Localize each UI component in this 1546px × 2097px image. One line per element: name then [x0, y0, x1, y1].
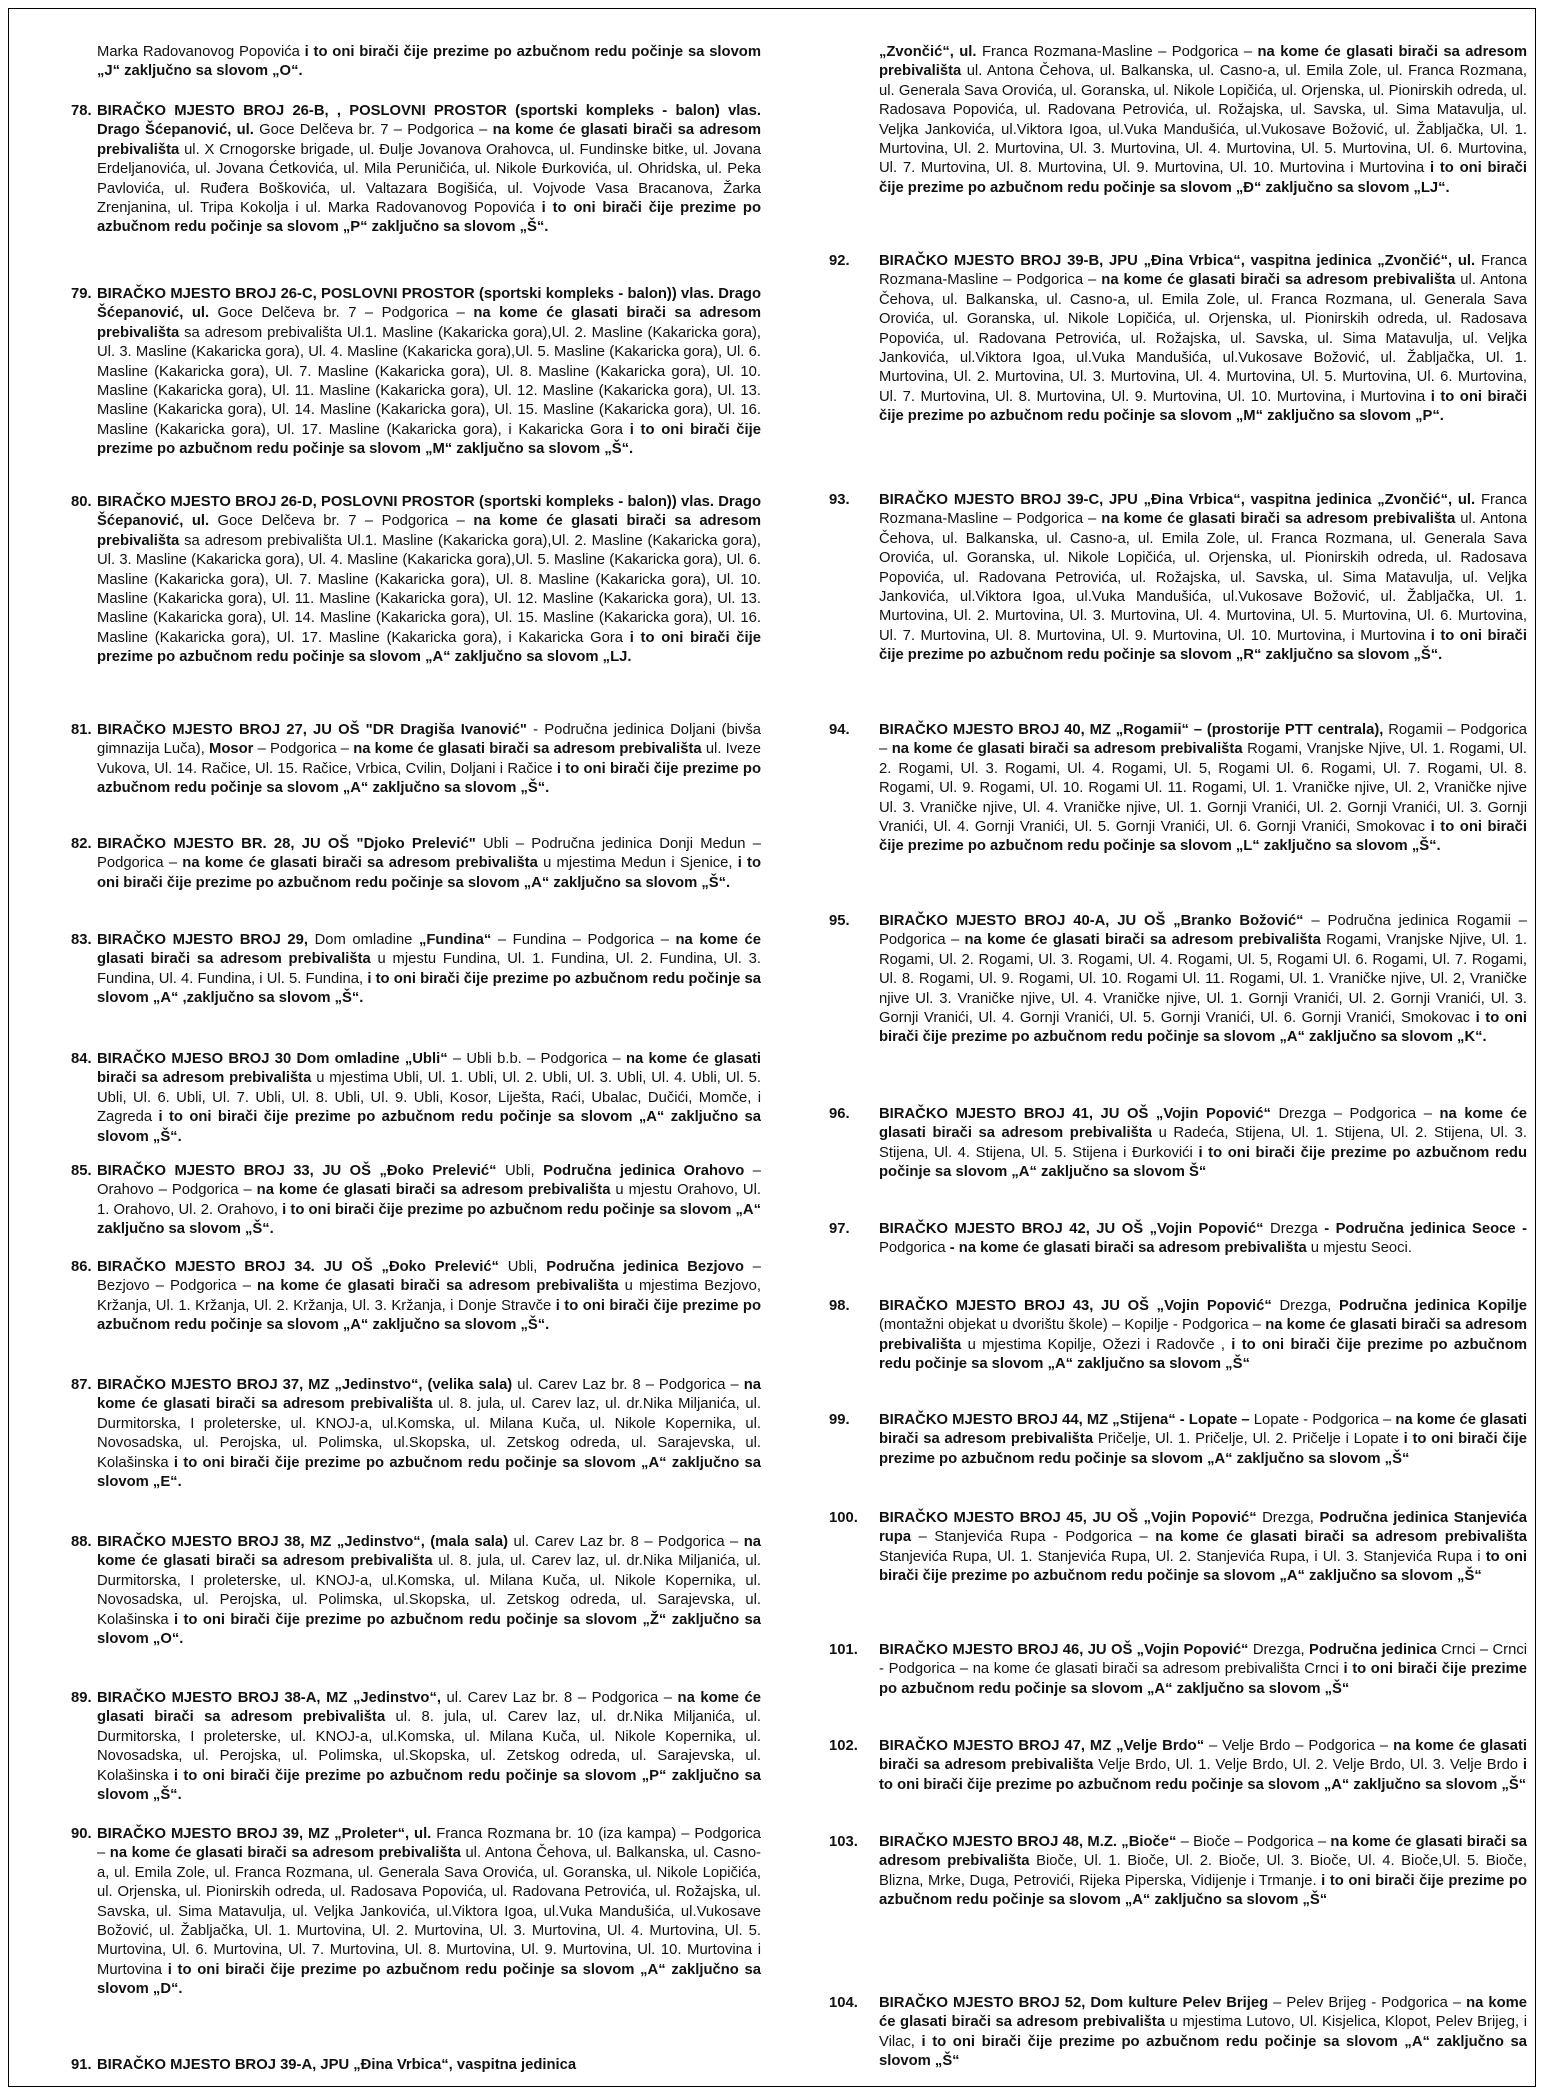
entry-text-bold: Područna jedinica Stanjevića rupa — [879, 1510, 1528, 1546]
entry-text — [879, 1509, 1535, 1587]
entry-text-bold: BIRAČKO MJESTO BROJ 26-B, , POSLOVNI PROSTOR (sportski kompleks - balon) vlas. Drago Šćepanović, ul. — [97, 103, 761, 139]
entry-text-bold: Područna jedinica Orahovo — [543, 1163, 753, 1179]
entry-text-bold: i to oni birači čije prezime po azbučnom redu počinje sa slovom „A“ ,zaključno sa slovom „Š“. — [97, 970, 761, 1007]
entry-text-bold: Područna jedinica Bezjovo — [546, 1259, 753, 1275]
entry-number: 86. — [71, 1259, 92, 1275]
entry-text — [97, 931, 769, 1009]
polling-station-entry — [779, 491, 1535, 666]
entry-text-regular: – Područna jedinica Rogamii – Podgorica – — [879, 913, 1527, 949]
entry-text — [879, 1833, 1535, 1911]
entry-text-bold: i to oni birači čije prezime po azbučnom redu počinje sa slovom „A“ zaključno sa slovom „D“. — [97, 1961, 761, 1998]
polling-station-entry — [779, 1509, 1535, 1587]
entry-text-bold: i to oni birači čije prezime po azbučnom redu počinje sa slovom „P“ zaključno sa slovom „Š“. — [97, 200, 762, 236]
entry-text-bold: BIRAČKO MJESTO BROJ 46, JU OŠ „Vojin Popović“ — [879, 1642, 1253, 1658]
entry-text-regular: u mjestima Bezjovo, Kržanja, Ul. 1. Kržanja, Ul. 2. Kržanja, Ul. 3. Kržanja, i Donje Stravče — [97, 1278, 761, 1314]
entry-text-bold: BIRAČKO MJESTO BROJ 38-A, MZ „Jedinstvo“, — [97, 1690, 447, 1706]
entry-text — [97, 1376, 769, 1492]
entry-text-regular: Dom omladine — [314, 932, 419, 948]
polling-station-entry — [9, 931, 769, 1009]
entry-text — [97, 102, 769, 238]
entry-text-bold: na kome će glasati birači sa adresom prebivališta — [97, 1690, 761, 1726]
polling-station-entry — [9, 1825, 769, 2000]
entry-text-regular: Stanjevića Rupa, Ul. 1. Stanjevića Rupa, Ul. 2. Stanjevića Rupa, i Ul. 3. Stanjevića Rupa i — [879, 1548, 1486, 1565]
entry-text — [879, 1411, 1535, 1469]
entry-number: 95. — [829, 913, 850, 929]
entry-text-bold: na kome će glasati birači sa adresom prebivališta — [1155, 1529, 1527, 1546]
entry-text-bold: BIRAČKO MJESTO BROJ 34. JU OŠ „Đoko Prelević“ — [97, 1259, 508, 1275]
entry-number: 100. — [829, 1510, 858, 1526]
entry-text-bold: i to oni birači čije prezime po azbučnom redu počinje sa slovom „P“ zaključno sa slovom „Š“. — [97, 1767, 761, 1804]
entry-text-bold: na kome će glasati birači sa adresom prebivališta — [97, 513, 762, 549]
entry-text — [879, 1220, 1535, 1259]
entry-text-regular: Ubli – Područna jedinica Donji Medun – Podgorica – — [97, 836, 761, 872]
entry-text-bold: BIRAČKO MJESTO BROJ 38, MZ „Jedinstvo“, (mala sala) — [97, 1534, 514, 1550]
entry-text-regular: u mjestima Kopilje, Ožezi i Radovče , — [967, 1336, 1232, 1353]
entry-text-bold: na kome će glasati birači sa adresom prebivališta — [257, 1278, 625, 1295]
polling-station-entry — [779, 1641, 1535, 1699]
entry-text-bold: BIRAČKO MJESO BROJ 30 Dom omladine „Ubli“ — [97, 1051, 453, 1067]
entry-text-bold: BIRAČKO MJESTO BROJ 37, MZ „Jedinstvo“, (velika sala) — [97, 1377, 518, 1393]
entry-text-regular: Franca Rozmana br. 10 (iza kampa) – Podgorica – — [97, 1826, 761, 1862]
entry-text-regular: – Bioče – Podgorica – — [1180, 1834, 1331, 1850]
entry-text-bold: na kome će glasati birači sa adresom prebivališta — [1101, 511, 1461, 528]
entry-text-bold: na kome će glasati birači sa adresom prebivališta — [1101, 272, 1461, 289]
entry-text-regular: ul. 8. jula, ul. Carev laz, ul. dr.Nika Miljanića, ul. Durmitorska, I proleterske, ul. KNOJ-a, ul.Komska, ul. Milana Kuča, ul. Nikole Kopernika, ul. Novosadska, ul. Perojska, ul. Polimska, ul.Skopska, ul. Zetskog odreda, ul. Sarajevska, ul. Kolašinska — [97, 1709, 762, 1784]
entry-text-bold: Područna jedinica — [1308, 1642, 1442, 1658]
entry-text-bold: BIRAČKO MJESTO BROJ 39-C, JPU „Đina Vrbica“, vaspitna jedinica „Zvončić“, ul. — [879, 492, 1481, 508]
entry-text-regular: ul. Antona Čehova, ul. Balkanska, ul. Casno-a, ul. Emila Zole, ul. Franca Rozmana, ul. Generala Sava Orovića, ul. Goranska, ul. Nikole Lopičića, ul. Orjenska, ul. Pionirskih odreda, ul. Radosava Popovića, ul. Radovana Petrovića, ul. Rožajska, ul. Savska, ul. Sima Matavulja, ul. Veljka Jankovića, ul.Viktora Igoa, ul.Vuka Mandušića, ul.Vukosave Božović, ul. Žabljačka, Ul. 1. Murtovina, Ul. 2. Murtovina, Ul. 3. Murtovina, Ul. 4. Murtovina, Ul. 5. Murtovina, Ul. 6. Murtovina, Ul. 7. Murtovina, Ul. 8. Murtovina, Ul. 9. Murtovina, Ul. 10. Murtovina i Murtovina — [879, 63, 1527, 177]
polling-station-entry — [9, 1376, 769, 1492]
entry-text-regular: – Fundina – Podgorica – — [497, 932, 676, 948]
entry-text-regular: Drezga – Podgorica – — [1278, 1106, 1440, 1122]
polling-station-entry — [9, 1162, 769, 1240]
entry-text-regular: Drezga, — [1252, 1642, 1309, 1658]
entry-text-bold: i to oni birači čije prezime po azbučnom redu počinje sa slovom „J“ zaključno sa slovom „O“. — [97, 44, 761, 80]
entry-text-bold: i to oni birači čije prezime po azbučnom redu počinje sa slovom „L“ zaključno sa slovom „Š“. — [879, 819, 1527, 855]
entry-text-regular: – Podgorica – — [257, 741, 354, 758]
entry-text-bold: BIRAČKO MJESTO BROJ 44, MZ „Stijena“ - Lopate – — [879, 1412, 1254, 1428]
entry-text-regular: Pričelje, Ul. 1. Pričelje, Ul. 2. Pričelje i Lopate — [1097, 1431, 1404, 1448]
entry-text-bold: na kome će glasati birači sa adresom prebivališta — [256, 1182, 616, 1199]
entry-text — [97, 1050, 769, 1147]
entry-text-regular: ul. Antona Čehova, ul. Balkanska, ul. Casno-a, ul. Emila Zole, ul. Franca Rozmana, ul. Generala Sava Orovića, ul. Goranska, ul. Nikole Lopičića, ul. Orjenska, ul. Pionirskih odreda, ul. Radosava Popovića, ul. Radovana Petrovića, ul. Rožajska, ul. Savska, ul. Sima Matavulja, ul. Veljka Jankovića, ul.Viktora Igoa, ul.Vuka Mandušića, ul.Vukosave Božović, ul. Žabljačka, Ul. 1. Murtovina, Ul. 2. Murtovina, Ul. 3. Murtovina, Ul. 4. Murtovina, Ul. 5. Murtovina, Ul. 6. Murtovina, Ul. 7. Murtovina, Ul. 8. Murtovina, Ul. 9. Murtovina, Ul. 10. Murtovina i Murtovina — [97, 1845, 761, 1978]
entry-number: 84. — [71, 1051, 92, 1067]
entry-text-regular: u mjestu Fundina, Ul. 1. Fundina, Ul. 2. Fundina, Ul. 3. Fundina, Ul. 4. Fundina, i Ul. 5. Fundina, — [97, 951, 761, 987]
entry-number: 82. — [71, 836, 92, 852]
entry-text-regular: – Bezjovo – Podgorica – — [97, 1259, 762, 1295]
polling-station-entry — [779, 912, 1535, 1048]
polling-station-entry — [779, 1833, 1535, 1911]
entry-text — [97, 1825, 769, 2000]
entry-text-bold: BIRAČKO MJESTO BROJ 41, JU OŠ „Vojin Popović“ — [879, 1106, 1279, 1122]
polling-station-entry — [9, 835, 769, 893]
polling-station-entry — [779, 1411, 1535, 1469]
entry-text — [97, 835, 769, 893]
entry-text-regular: Rogamii – Podgorica – — [879, 722, 1527, 758]
polling-station-entry — [9, 1533, 769, 1649]
entry-text-bold: na kome će glasati birači sa adresom prebivališta — [879, 44, 1527, 80]
entry-number: 104. — [829, 1995, 858, 2011]
entry-text-regular: ul. Iveze Vukova, Ul. 14. Račice, Ul. 15. Račice, Vrbica, Cvilin, Doljani i Račice — [97, 741, 761, 777]
entry-text-bold: i to oni birači čije prezime po azbučnom redu počinje sa slovom „A“ zaključno sa slovom „LJ. — [97, 629, 761, 666]
entry-text-regular: Lopate - Podgorica – — [1253, 1412, 1396, 1428]
entry-text-bold: na kome će glasati birači sa adresom prebivališta — [879, 1995, 1527, 2031]
entry-text-bold: BIRAČKO MJESTO BROJ 42, JU OŠ „Vojin Popović“ — [879, 1221, 1271, 1237]
entry-text-regular: ul. X Crnogorske brigade, ul. Đulje Jovanova Orahovca, ul. Fundinske bitke, ul. Jovana Erdeljanovića, ul. Jovana Ćetkovića, ul. Mila Peruničića, ul. Nikole Đurkovića, ul. Ohridska, ul. Peka Pavlovića, ul. Ruđera Boškovića, ul. Valtazara Bogišića, ul. Vojvode Vasa Bracanova, Žarka Zrenjanina, ul. Tripa Kokolja i ul. Marka Radovanovog Popovića — [97, 141, 762, 217]
entry-text-regular: Rogami, Vranjske Njive, Ul. 1. Rogami, Ul. 2. Rogami, Ul. 3. Rogami, Ul. 4. Rogami, Ul. 5, Rogami Ul. 6. Rogami, Ul. 7. Rogami, Ul. 8. Rogami, Ul. 9. Rogami, Ul. 10. Rogami Ul. 11. Rogami, Ul. 1. Vraničke njive, Ul. 2, Vraničke njive Ul. 3. Vraničke njive, Ul. 4. Vraničke njive, Ul. 1. Gornji Vranići, Ul. 2. Gornji Vranići, Ul. 3. Gornji Vranići, Ul. 4. Gornji Vranići, Ul. 5. Gornji Vranići, Ul. 6. Gornji Vranići, Smokovac — [879, 932, 1527, 1027]
entry-text — [97, 1533, 769, 1649]
entry-text-bold: BIRAČKO MJESTO BROJ 40-A, JU OŠ „Branko Božović“ — [879, 913, 1312, 929]
entry-text-bold: i to oni birači čije prezime po azbučnom redu počinje sa slovom „A“ zaključno sa slovom „Š“ — [879, 1757, 1527, 1793]
entry-number: 80. — [71, 494, 92, 510]
entry-text — [97, 493, 769, 668]
entry-text-bold: BIRAČKO MJESTO BROJ 29, — [97, 932, 315, 948]
entry-text-regular: u Radeća, Stijena, Ul. 1. Stijena, Ul. 2. Stijena, Ul. 3. Stijena, Ul. 4. Stijena, Ul. 5. Stijena i Đurkovići — [879, 1125, 1527, 1161]
entry-number: 89. — [71, 1690, 92, 1706]
entry-text-bold: i to oni birači čije prezime po azbučnom redu počinje sa slovom „M“ zaključno sa slovom „P“. — [879, 388, 1527, 425]
entry-text — [879, 1297, 1535, 1375]
entry-text — [879, 721, 1535, 857]
entry-text-bold: i to oni birači čije prezime po azbučnom redu počinje sa slovom „A“ zaključno sa slovom „Š“ — [879, 1661, 1528, 1697]
entry-text-regular: – Stanjevića Rupa - Podgorica – — [918, 1529, 1156, 1546]
entry-text-regular: – Pelev Brijeg - Podgorica – — [1273, 1995, 1467, 2011]
entry-text — [879, 491, 1535, 666]
entry-text — [97, 1162, 769, 1240]
entry-text-bold: na kome će glasati birači sa adresom prebivališta — [879, 1738, 1528, 1774]
entry-text-bold: BIRAČKO MJESTO BROJ 43, JU OŠ „Vojin Popović“ — [879, 1298, 1280, 1314]
entry-text-regular: sa adresom prebivališta Ul.1. Masline (Kakaricka gora),Ul. 2. Masline (Kakaricka gora), Ul. 3. Masline (Kakaricka gora), Ul. 4. Masline (Kakaricka gora),Ul. 5. Masline (Kakaricka gora), Ul. 6. Masline (Kakaricka gora), Ul. 7. Masline (Kakaricka gora), Ul. 8. Masline (Kakaricka gora), Ul. 10. Masline (Kakaricka gora), Ul. 11. Masline (Kakaricka gora), Ul. 12. Masline (Kakaricka gora), Ul. 13. Masline (Kakaricka gora), Ul. 14. Masline (Kakaricka gora), Ul. 15. Masline (Kakaricka gora), Ul. 16. Masline (Kakaricka gora), Ul. 17. Masline (Kakaricka gora), i Kakaricka Gora — [97, 532, 761, 646]
polling-station-entry — [779, 43, 1535, 198]
entry-text-bold: Područna jedinica Kopilje — [1338, 1298, 1527, 1314]
entry-text-bold: BIRAČKO MJESTO BROJ 39, MZ „Proleter“, ul. — [97, 1826, 437, 1842]
entry-text-regular: Franca Rozmana-Masline – Podgorica – — [981, 44, 1258, 60]
entry-text-bold: BIRAČKO MJESTO BROJ 40, MZ „Rogamii“ – (prostorije PTT centrala), — [879, 722, 1389, 738]
entry-text-bold: na kome će glasati birači sa adresom prebivališta — [97, 122, 762, 158]
entry-text-regular: Franca Rozmana-Masline – Podgorica – — [879, 492, 1527, 528]
entry-text-bold: na kome će glasati birači sa adresom prebivališta — [97, 305, 762, 341]
polling-station-entry — [779, 1737, 1535, 1795]
polling-station-entry — [779, 1220, 1535, 1259]
entry-text-regular: sa adresom prebivališta Ul.1. Masline (Kakaricka gora),Ul. 2. Masline (Kakaricka gora), Ul. 3. Masline (Kakaricka gora), Ul. 4. Masline (Kakaricka gora),Ul. 5. Masline (Kakaricka gora), Ul. 6. Masline (Kakaricka gora), Ul. 7. Masline (Kakaricka gora), Ul. 8. Masline (Kakaricka gora), Ul. 10. Masline (Kakaricka gora), Ul. 11. Masline (Kakaricka gora), Ul. 12. Masline (Kakaricka gora), Ul. 13. Masline (Kakaricka gora), Ul. 14. Masline (Kakaricka gora), Ul. 15. Masline (Kakaricka gora), Ul. 16. Masline (Kakaricka gora), Ul. 17. Masline (Kakaricka gora), i Kakaricka Gora — [97, 324, 761, 438]
polling-station-entry — [9, 721, 769, 799]
polling-station-entry — [779, 721, 1535, 857]
entry-text — [879, 43, 1535, 198]
entry-text-regular: Rogami, Vranjske Njive, Ul. 1. Rogami, Ul. 2. Rogami, Ul. 3. Rogami, Ul. 4. Rogami, Ul. 5, Rogami Ul. 6. Rogami, Ul. 7. Rogami, Ul. 8. Rogami, Ul. 9. Rogami, Ul. 10. Rogami Ul. 11. Rogami, Ul. 1. Vraničke njive, Ul. 2, Vraničke njive Ul. 3. Vraničke njive, Ul. 4. Vraničke njive, Ul. 1. Gornji Vranići, Ul. 2. Gornji Vranići, Ul. 3. Gornji Vranići, Ul. 4. Gornji Vranići, Ul. 5. Gornji Vranići, Ul. 6. Gornji Vranići, Smokovac — [879, 741, 1527, 836]
entry-text-bold: - na kome će glasati birači sa adresom prebivališta — [949, 1240, 1311, 1257]
entry-text-bold: i to oni birači čije prezime po azbučnom redu počinje sa slovom „M“ zaključno sa slovom „Š“. — [97, 421, 761, 458]
entry-text-bold: i to oni birači čije prezime po azbučnom redu počinje sa slovom „Đ“ zaključno sa slovom „LJ“. — [879, 160, 1527, 196]
entry-number: 87. — [71, 1377, 92, 1393]
entry-text-bold: BIRAČKO MJESTO BROJ 26-D, POSLOVNI PROSTOR (sportski kompleks - balon)) vlas. Drago Šćepanović, ul. — [97, 494, 761, 530]
entry-number: 99. — [829, 1412, 850, 1428]
entry-text-bold: i to oni birači čije prezime po azbučnom redu počinje sa slovom „A“ zaključno sa slovom „Š“ — [879, 1872, 1527, 1909]
entry-text-regular: (montažni objekat u dvorištu škole) – Kopilje - Podgorica – — [879, 1317, 1266, 1334]
entry-text-regular: - Područna jedinica Doljani (bivša gimnazija Luča), — [97, 722, 761, 758]
entry-text-regular: Drezga, — [1262, 1510, 1320, 1526]
polling-station-entry — [9, 285, 769, 460]
entry-text — [879, 252, 1535, 427]
polling-station-entry — [9, 493, 769, 668]
entry-number — [779, 43, 879, 198]
entry-text-bold: BIRAČKO MJESTO BROJ 33, JU OŠ „Đoko Prelević“ — [97, 1163, 506, 1179]
entry-text-bold: na kome će glasati birači sa adresom prebivališta — [879, 1834, 1527, 1870]
entry-text-bold: i to oni birači čije prezime po azbučnom redu počinje sa slovom „A“ zaključno sa slovom „Š“. — [97, 1201, 761, 1238]
entry-number: 78. — [71, 103, 92, 119]
entry-text-bold: BIRAČKO MJESTO BROJ 26-C, POSLOVNI PROSTOR (sportski kompleks - balon)) vlas. Drago Šćepanović, ul. — [97, 286, 761, 322]
entry-text-bold: BIRAČKO MJESTO BROJ 39-A, JPU „Đina Vrbica“, vaspitna jedinica — [97, 2057, 577, 2073]
entry-text-bold: i to oni birači čije prezime po azbučnom redu počinje sa slovom „R“ zaključno sa slovom „Š“. — [879, 627, 1527, 664]
entry-number: 98. — [829, 1298, 850, 1314]
entry-text-bold: BIRAČKO MJESTO BROJ 45, JU OŠ „Vojin Popović“ — [879, 1510, 1263, 1526]
entry-text-regular: Marka Radovanovog Popovića — [97, 44, 305, 60]
entry-number: 93. — [829, 492, 850, 508]
entry-text-bold: BIRAČKO MJESTO BROJ 48, M.Z. „Bioče“ — [879, 1834, 1181, 1850]
polling-station-entry — [9, 1050, 769, 1147]
entry-number: 96. — [829, 1106, 850, 1122]
entry-text-bold: na kome će glasati birači sa adresom prebivališta — [182, 855, 544, 872]
entry-text-bold: i to oni birači čije prezime po azbučnom redu počinje sa slovom „A“ zaključno sa slovom „Š“ — [879, 2033, 1527, 2070]
entry-number: 85. — [71, 1163, 92, 1179]
entry-text-bold: na kome će glasati birači sa adresom prebivališta — [964, 932, 1327, 949]
entry-text-bold: na kome će glasati birači sa adresom prebivališta — [109, 1845, 466, 1862]
entry-text-bold: na kome će glasati birači sa adresom prebivališta — [879, 1106, 1527, 1142]
entry-text-bold: i to oni birači čije prezime po azbučnom redu počinje sa slovom „A“ zaključno sa slovom „Š“ — [879, 1336, 1528, 1373]
polling-station-entry — [779, 1297, 1535, 1375]
entry-text-regular: – Velje Brdo – Podgorica – — [1209, 1738, 1394, 1754]
entry-text-bold: i to oni birači čije prezime po azbučnom redu počinje sa slovom „A“ zaključno sa slovom „Š“. — [97, 760, 762, 797]
entry-text-bold: na kome će glasati birači sa adresom prebivališta — [97, 1377, 761, 1413]
entry-number: 103. — [829, 1834, 858, 1850]
entry-text-regular: Ubli, — [505, 1163, 544, 1179]
entry-text-bold: Mosor — [209, 741, 258, 758]
entry-number: 81. — [71, 722, 92, 738]
entry-number: 102. — [829, 1738, 858, 1754]
entry-number: 97. — [829, 1221, 850, 1237]
polling-station-entry — [9, 102, 769, 238]
entry-text-regular: ul. Carev Laz br. 8 – Podgorica – — [517, 1377, 744, 1393]
entry-text-bold: na kome će glasati birači sa adresom prebivališta — [97, 1051, 762, 1087]
entry-text-bold: na kome će glasati birači sa adresom prebivališta — [879, 1317, 1527, 1353]
entry-text-regular: Franca Rozmana-Masline – Podgorica – — [879, 253, 1527, 289]
entry-text-bold: „Fundina“ — [418, 932, 498, 948]
polling-station-entry — [9, 1689, 769, 1805]
entry-text-bold: BIRAČKO MJESTO BROJ 39-B, JPU „Đina Vrbica“, vaspitna jedinica „Zvončić“, ul. — [879, 253, 1481, 269]
entry-text-bold: to oni birači čije prezime po azbučnom redu počinje sa slovom „A“ zaključno sa slovom „Š“ — [879, 1548, 1527, 1585]
polling-station-entry — [9, 1258, 769, 1336]
entry-text-regular: Goce Delčeva br. 7 – Podgorica – — [217, 305, 474, 322]
entry-text-regular: ul. Antona Čehova, ul. Balkanska, ul. Casno-a, ul. Emila Zole, ul. Franca Rozmana, ul. Generala Sava Orovića, ul. Goranska, ul. Nikole Lopičića, ul. Orjenska, ul. Pionirskih odreda, ul. Radosava Popovića, ul. Radovana Petrovića, ul. Rožajska, ul. Savska, ul. Sima Matavulja, ul. Veljka Jankovića, ul.Viktora Igoa, ul.Vuka Mandušića, ul.Vukosave Božović, ul. Žabljačka, Ul. 1. Murtovina, Ul. 2. Murtovina, Ul. 3. Murtovina, Ul. 4. Murtovina, Ul. 5. Murtovina, Ul. 6. Murtovina, Ul. 7. Murtovina, Ul. 8. Murtovina, Ul. 9. Murtovina, Ul. 10. Murtovina, i Murtovina — [879, 511, 1527, 644]
entry-text-bold: i to oni birači čije prezime po azbučnom redu počinje sa slovom „A“ zaključno sa slovom „K“. — [879, 1010, 1527, 1046]
entry-text-regular: u mjestu Seoci. — [1310, 1240, 1412, 1257]
document-page — [8, 8, 1536, 2087]
entry-text — [879, 1105, 1535, 1183]
entry-text — [97, 1258, 769, 1336]
entry-number: 83. — [71, 932, 92, 948]
entry-text — [97, 1689, 769, 1805]
polling-station-entry — [779, 1105, 1535, 1183]
entry-number: 90. — [71, 1826, 92, 1842]
entry-text — [97, 285, 769, 460]
entry-number: 101. — [829, 1642, 858, 1658]
entry-number — [9, 43, 97, 82]
entry-text-bold: na kome će glasati birači sa adresom prebivališta — [353, 741, 706, 758]
entry-text-bold: i to oni birači čije prezime po azbučnom redu počinje sa slovom „A“ zaključno sa slovom „E“. — [97, 1454, 762, 1491]
entry-text-regular: Ubli, — [507, 1259, 547, 1275]
entry-text-regular: u mjestu Orahovo, Ul. 1. Orahovo, Ul. 2. Orahovo, — [97, 1182, 762, 1218]
entry-text-regular: ul. Carev Laz br. 8 – Podgorica – — [446, 1690, 678, 1706]
entry-text-bold: BIRAČKO MJESTO BR. 28, JU OŠ "Djoko Prelević" — [97, 836, 483, 852]
entry-text-regular: – Orahovo – Podgorica – — [97, 1163, 762, 1199]
entry-text — [879, 1994, 1535, 2072]
polling-station-entry — [779, 252, 1535, 427]
entry-text-bold: i to oni birači čije prezime po azbučnom redu počinje sa slovom „A“ zaključno sa slovom „Š“ — [879, 1431, 1527, 1467]
entry-text-bold: na kome će glasati birači sa adresom prebivališta — [97, 1534, 761, 1570]
entry-number: 94. — [829, 722, 850, 738]
entry-text-regular: ul. Carev Laz br. 8 – Podgorica – — [513, 1534, 744, 1550]
entry-text-bold: BIRAČKO MJESTO BROJ 27, JU OŠ "DR Dragiša Ivanović" — [97, 722, 534, 738]
entry-text-regular: – Ubli b.b. – Podgorica – — [452, 1051, 626, 1067]
polling-station-entry — [9, 2056, 769, 2075]
entry-text-regular: ul. 8. jula, ul. Carev laz, ul. dr.Nika Miljanića, ul. Durmitorska, I proleterske, ul. KNOJ-a, ul.Komska, ul. Milana Kuča, ul. Nikole Kopernika, ul. Novosadska, ul. Perojska, ul. Polimska, ul.Skopska, ul. Zetskog odreda, ul. Sarajevska, ul. Kolašinska — [97, 1553, 761, 1628]
entry-text-bold: „Zvončić“, ul. — [879, 44, 982, 60]
entry-text-bold: na kome će glasati birači sa adresom prebivališta — [891, 741, 1248, 758]
entry-text-regular: Goce Delčeva br. 7 – Podgorica – — [217, 513, 474, 530]
entry-number: 91. — [71, 2057, 92, 2073]
entry-text-bold: i to oni birači čije prezime po azbučnom redu počinje sa slovom „Ž“ zaključno sa slovom „O“. — [97, 1611, 761, 1648]
entry-number: 92. — [829, 253, 850, 269]
entry-text-bold: i to oni birači čije prezime po azbučnom redu počinje sa slovom „A“ zaključno sa slovom „Š“. — [97, 855, 761, 891]
entry-text — [879, 1641, 1535, 1699]
entry-text-regular: u mjestima Lutovo, Ul. Kisjelica, Klopot, Pelev Brijeg, i Vilac, — [879, 2014, 1527, 2050]
entry-text-regular: Drezga — [1270, 1221, 1325, 1237]
entry-text-bold: i to oni birači čije prezime po azbučnom redu počinje sa slovom „A“ zaključno sa slovom „Š“. — [97, 1109, 761, 1145]
entry-text-regular: Velje Brdo, Ul. 1. Velje Brdo, Ul. 2. Velje Brdo, Ul. 3. Velje Brdo — [1098, 1757, 1523, 1774]
entry-text-bold: na kome će glasati birači sa adresom prebivališta — [97, 932, 762, 968]
entry-text-regular: Podgorica — [879, 1240, 950, 1257]
entry-text-regular: ul. Antona Čehova, ul. Balkanska, ul. Casno-a, ul. Emila Zole, ul. Franca Rozmana, ul. Generala Sava Orovića, ul. Goranska, ul. Nikole Lopičića, ul. Orjenska, ul. Pionirskih odreda, ul. Radosava Popovića, ul. Radovana Petrovića, ul. Rožajska, ul. Savska, ul. Sima Matavulja, ul. Veljka Jankovića, ul.Viktora Igoa, ul.Vuka Mandušića, ul.Vukosave Božović, ul. Žabljačka, Ul. 1. Murtovina, Ul. 2. Murtovina, Ul. 3. Murtovina, Ul. 4. Murtovina, Ul. 5. Murtovina, Ul. 6. Murtovina, Ul. 7. Murtovina, Ul. 8. Murtovina, Ul. 9. Murtovina, Ul. 10. Murtovina, i Murtovina — [879, 272, 1527, 405]
entry-text-regular: ul. 8. jula, ul. Carev laz, ul. dr.Nika Miljanića, ul. Durmitorska, I proleterske, ul. KNOJ-a, ul.Komska, ul. Milana Kuča, ul. Nikole Kopernika, ul. Novosadska, ul. Perojska, ul. Polimska, ul.Skopska, ul. Zetskog odreda, ul. Sarajevska, ul. Kolašinska — [97, 1396, 761, 1471]
entry-text-regular: u mjestima Ubli, Ul. 1. Ubli, Ul. 2. Ubli, Ul. 3. Ubli, Ul. 4. Ubli, Ul. 5. Ubli, Ul. 6. Ubli, Ul. 7. Ubli, Ul. 8. Ubli, Ul. 9. Ubli, Kosor, Liješta, Raći, Ubalac, Dučići, Momče, i Zagreda — [97, 1070, 761, 1126]
entry-text-bold: BIRAČKO MJESTO BROJ 52, Dom kulture Pelev Brijeg — [879, 1995, 1274, 2011]
entry-text-regular: Goce Delčeva br. 7 – Podgorica – — [259, 122, 493, 139]
polling-station-entry — [779, 1994, 1535, 2072]
entry-number: 79. — [71, 286, 92, 302]
entry-text-bold: i to oni birači čije prezime po azbučnom redu počinje sa slovom „A“ zaključno sa slovom „Š“. — [97, 1297, 761, 1334]
entry-text-bold: i to oni birači čije prezime po azbučnom redu počinje sa slovom „A“ zaključno sa slovom Š“ — [879, 1144, 1528, 1181]
entry-number: 88. — [71, 1534, 92, 1550]
entry-text-regular: Bioče, Ul. 1. Bioče, Ul. 2. Bioče, Ul. 3. Bioče, Ul. 4. Bioče,Ul. 5. Bioče, Blizna, Mrke, Duga, Petrovići, Rijeka Piperska, Vidijenje i Trmanje. — [879, 1853, 1527, 1889]
entry-text — [97, 43, 769, 82]
entry-text — [97, 721, 769, 799]
entry-text — [879, 1737, 1535, 1795]
entry-text-regular: Crnci – Crnci - Podgorica – na kome će glasati birači sa adresom prebivališta Crnci — [879, 1642, 1528, 1678]
entry-text-bold: - Područna jedinica Seoce - — [1324, 1221, 1528, 1237]
entry-text-bold: BIRAČKO MJESTO BROJ 47, MZ „Velje Brdo“ — [879, 1738, 1210, 1754]
polling-station-entry — [9, 43, 769, 82]
entry-text — [97, 2056, 769, 2075]
entry-text — [879, 912, 1535, 1048]
entry-text-regular: u mjestima Medun i Sjenice, — [543, 855, 738, 872]
entry-text-regular: Drezga, — [1279, 1298, 1339, 1314]
entry-text-bold: na kome će glasati birači sa adresom prebivališta — [879, 1412, 1527, 1448]
